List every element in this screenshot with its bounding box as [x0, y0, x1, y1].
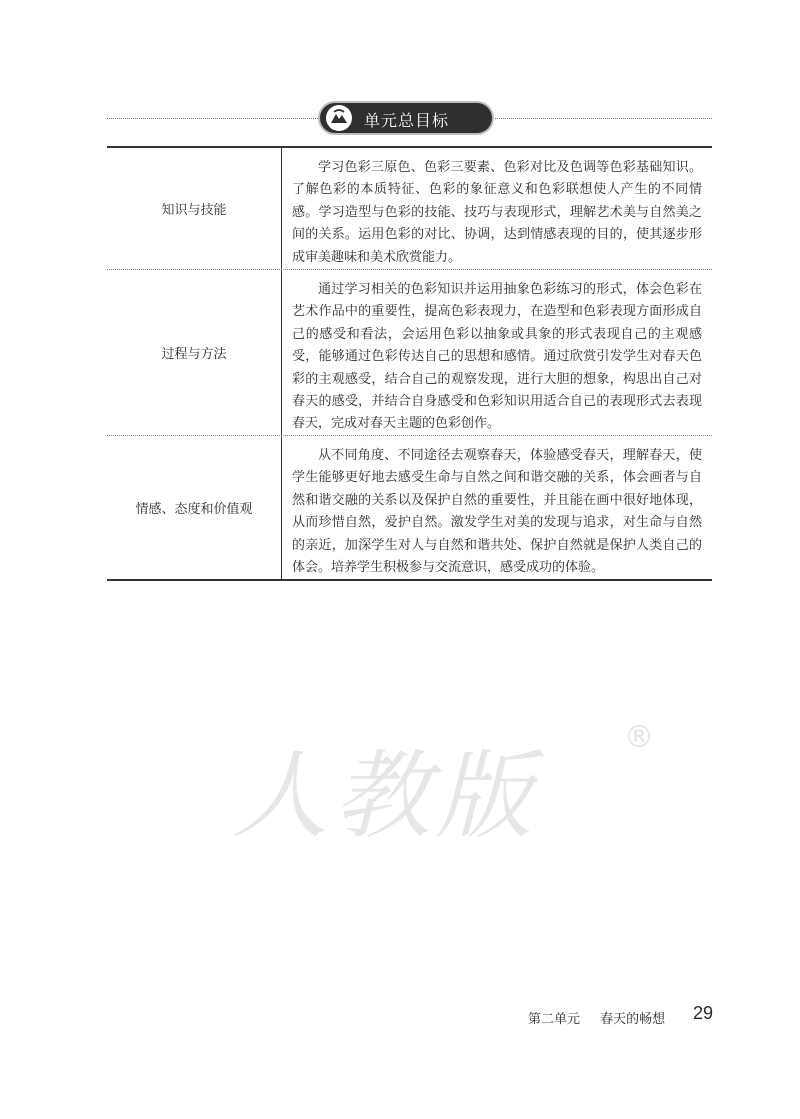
goal-label: 知识与技能 — [107, 148, 282, 269]
table-row — [107, 435, 712, 579]
header-dotted-rule-left — [107, 118, 320, 119]
goal-label: 过程与方法 — [107, 270, 282, 435]
footer-title: 春天的畅想 — [600, 1012, 666, 1027]
goal-description: 从不同角度、不同途径去观察春天，体验感受春天，理解春天，使学生能够更好地去感受生命与自然之间和谐交融的关系，体会画者与自然和谐交融的关系以及保护自然的重要性，并且能在画中很好地体现，从而珍惜自然，爱护自然。激发学生对美的发现与追求，对生命与自然的亲近，加深学生对人与自然和谐共处、保护自然就是保护人类自己的体会。培养学生积极参与交流意识，感受成功的体验。 — [292, 448, 702, 576]
mountain-emblem-icon — [326, 105, 352, 131]
page-number: 29 — [693, 1003, 714, 1023]
table-row — [107, 269, 712, 435]
page-footer — [528, 1008, 665, 1027]
footer-unit: 第二单元 — [528, 1012, 581, 1027]
section-header — [320, 103, 492, 133]
goal-description: 通过学习相关的色彩知识并运用抽象色彩练习的形式，体会色彩在艺术作品中的重要性，提高色彩表现力，在造型和色彩表现方面形成自己的感受和看法，会运用色彩以抽象或具象的形式表现自己的主观感受，能够通过色彩传达自己的思想和感情。通过欣赏引发学生对春天色彩的主观感受，结合自己的观察发现，进行大胆的想象，构思出自己对春天的感受，并结合自身感受和色彩知识用适合自己的表现形式去表现春天，完成对春天主题的色彩创作。 — [292, 282, 702, 432]
header-dotted-rule-right — [492, 118, 712, 119]
goals-table — [107, 146, 712, 581]
watermark-text: 人教版 — [232, 740, 538, 852]
goal-description: 学习色彩三原色、色彩三要素、色彩对比及色调等色彩基础知识。了解色彩的本质特征、色彩的象征意义和色彩联想使人产生的不同情感。学习造型与色彩的技能、技巧与表现形式，理解艺术美与自然美之间的关系。运用色彩的对比、协调，达到情感表现的目的，使其逐步形成审美趣味和美术欣赏能力。 — [292, 160, 702, 265]
registered-mark: ® — [624, 720, 654, 755]
section-title: 单元总目标 — [364, 111, 450, 130]
publisher-watermark — [232, 720, 662, 870]
table-row — [107, 148, 712, 269]
goal-label: 情感、态度和价值观 — [107, 436, 282, 579]
